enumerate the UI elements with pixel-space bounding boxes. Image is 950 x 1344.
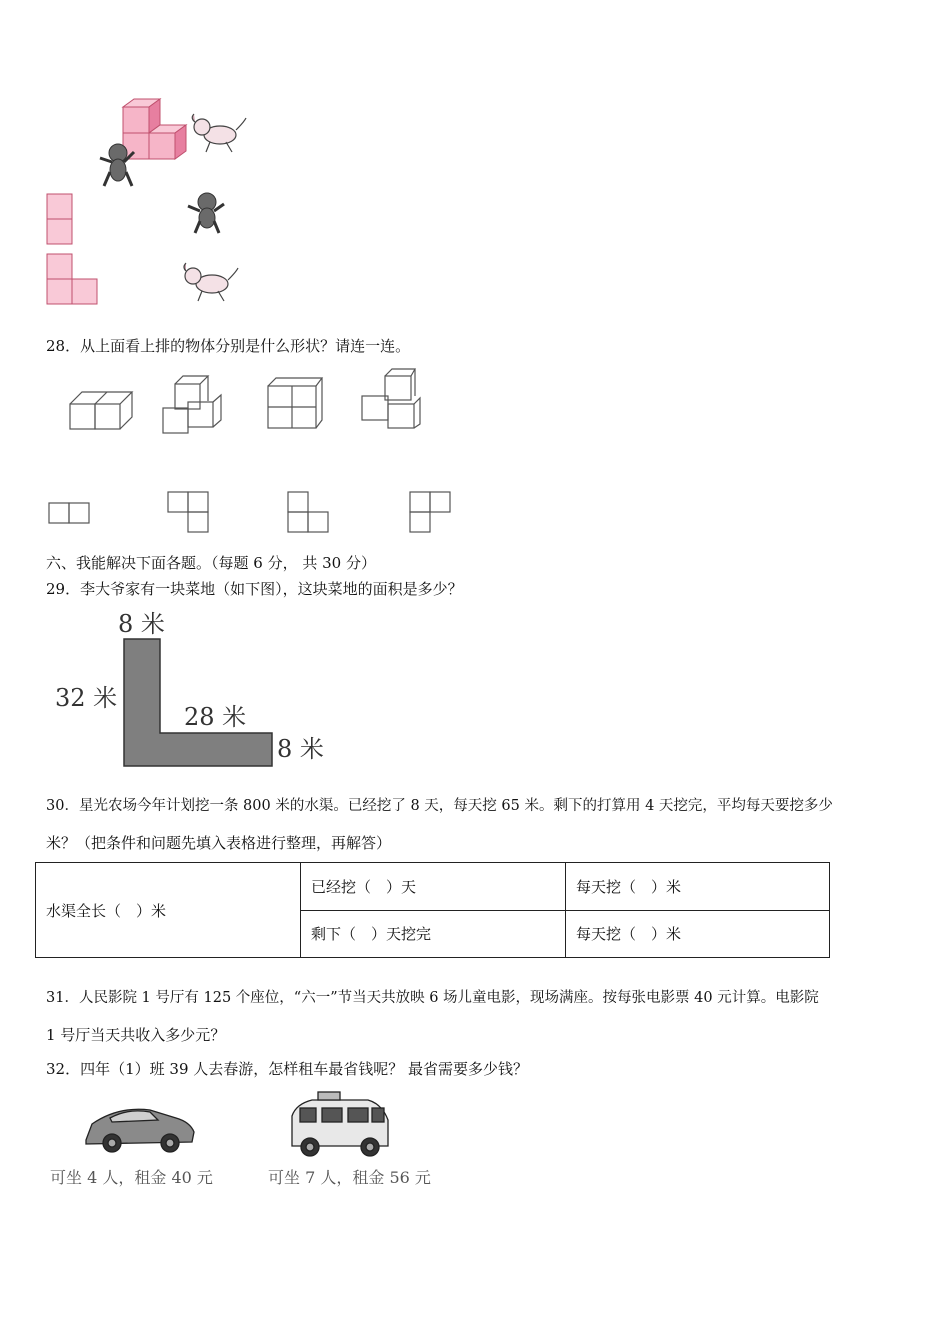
question-31-line-2: 1 号厅当天共收入多少元？ (46, 1026, 226, 1044)
van-icon (292, 1092, 388, 1156)
van-caption: 可坐 7 人，租金 56 元 (268, 1168, 431, 1187)
cell-remain-per-day[interactable]: 每天挖（ ）米 (566, 910, 830, 958)
cell-remain-days[interactable]: 剩下（ ）天挖完 (301, 910, 566, 958)
question-30-line-2: 米？（把条件和问题先填入表格进行整理，再解答） (46, 834, 392, 852)
cell-dug-per-day[interactable]: 每天挖（ ）米 (566, 863, 830, 911)
label-right-height: 8 米 (277, 735, 324, 763)
question-29-text: 29．李大爷家有一块菜地（如下图），这块菜地的面积是多少？ (46, 580, 463, 598)
cell-total-length[interactable]: 水渠全长（ ）米 (36, 863, 301, 958)
question-30-line-1: 30．星光农场今年计划挖一条 800 米的水渠。已经挖了 8 天，每天挖 65 米。剩下的打算用 4 天挖完，平均每天要挖多少 (46, 798, 833, 814)
label-top-width: 8 米 (118, 610, 165, 638)
car-caption: 可坐 4 人，租金 40 元 (50, 1168, 213, 1187)
label-left-height: 32 米 (55, 684, 118, 712)
section-6-heading: 六、我能解决下面各题。（每题 6 分， 共 30 分） (46, 554, 376, 572)
question-32-text: 32．四年（1）班 39 人去春游，怎样租车最省钱呢？ 最省需要多少钱？ (46, 1060, 529, 1078)
car-icon (86, 1109, 194, 1152)
question-31-line-1: 31．人民影院 1 号厅有 125 个座位，“六一”节当天共放映 6 场儿童电影，现场满座。按每张电影票 40 元计算。电影院 (46, 990, 819, 1006)
label-inner-length: 28 米 (184, 703, 247, 731)
question-28-text: 28．从上面看上排的物体分别是什么形状？请连一连。 (46, 337, 411, 355)
cell-dug-days[interactable]: 已经挖（ ）天 (301, 863, 566, 911)
